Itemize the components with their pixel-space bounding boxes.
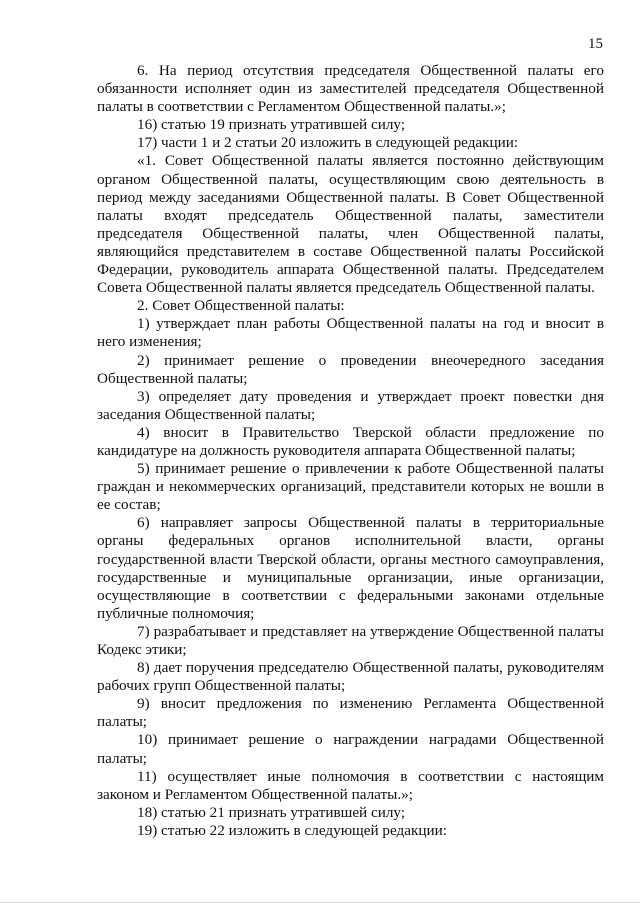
paragraph-amendment-18: 18) статью 21 признать утратившей силу; <box>137 803 406 821</box>
list-item-4: 4) вносит в Правительство Тверской области предложение по кандидатуре на должность руководителя аппарата Общественной палаты; <box>97 423 604 459</box>
list-item-6: 6) направляет запросы Общественной палаты в территориальные органы федеральных органов исполнительной власти, органы государственной власти Тверской области, органы местного самоуправления, государственные и муниципальные организации, иные организации, осуществляющие в соответствии с федеральными законами отдельные публичные полномочия; <box>97 514 604 622</box>
list-item-3: 3) определяет дату проведения и утверждает проект повестки дня заседания Общественной палаты; <box>97 387 604 423</box>
paragraph-amendment-17: 17) части 1 и 2 статьи 20 изложить в следующей редакции: <box>137 134 519 152</box>
page-bottom-edge <box>0 902 640 903</box>
paragraph-council-part-2: 2. Совет Общественной палаты: <box>137 297 345 315</box>
list-item-7: 7) разрабатывает и представляет на утверждение Общественной палаты Кодекс этики; <box>97 622 604 658</box>
page-number: 15 <box>588 36 603 52</box>
list-item-1: 1) утверждает план работы Общественной палаты на год и вносит в него изменения; <box>97 315 604 351</box>
list-item-5: 5) принимает решение о привлечении к работе Общественной палаты граждан и некоммерческих организаций, представители которых не вошли в ее состав; <box>97 460 604 514</box>
paragraph-item-6: 6. На период отсутствия председателя Общественной палаты его обязанности исполняет один из заместителей председателя Общественной палаты в соответствии с Регламентом Общественной палаты.»; <box>97 62 604 116</box>
paragraph-amendment-19: 19) статью 22 изложить в следующей редакции: <box>137 821 447 839</box>
paragraph-amendment-16: 16) статью 19 признать утратившей силу; <box>137 116 406 134</box>
list-item-10: 10) принимает решение о награждении наградами Общественной палаты; <box>97 731 604 767</box>
list-item-8: 8) дает поручения председателю Общественной палаты, руководителям рабочих групп Общественной палаты; <box>97 659 604 695</box>
paragraph-council-part-1: «1. Совет Общественной палаты является постоянно действующим органом Общественной палаты, осуществляющим свою деятельность в период между заседаниями Общественной палаты. В Совет Общественной палаты входят председатель Общественной палаты, заместители председателя Общественной палаты, член Общественной палаты, являющийся представителем в составе Общественной палаты Российской Федерации, руководитель аппарата Общественной палаты. Председателем Совета Общественной палаты является председатель Общественной палаты. <box>97 152 604 297</box>
list-item-9: 9) вносит предложения по изменению Регламента Общественной палаты; <box>97 695 604 731</box>
document-body <box>97 62 604 840</box>
list-item-11: 11) осуществляет иные полномочия в соответствии с настоящим законом и Регламентом Общественной палаты.»; <box>97 767 604 803</box>
list-item-2: 2) принимает решение о проведении внеочередного заседания Общественной палаты; <box>97 351 604 387</box>
